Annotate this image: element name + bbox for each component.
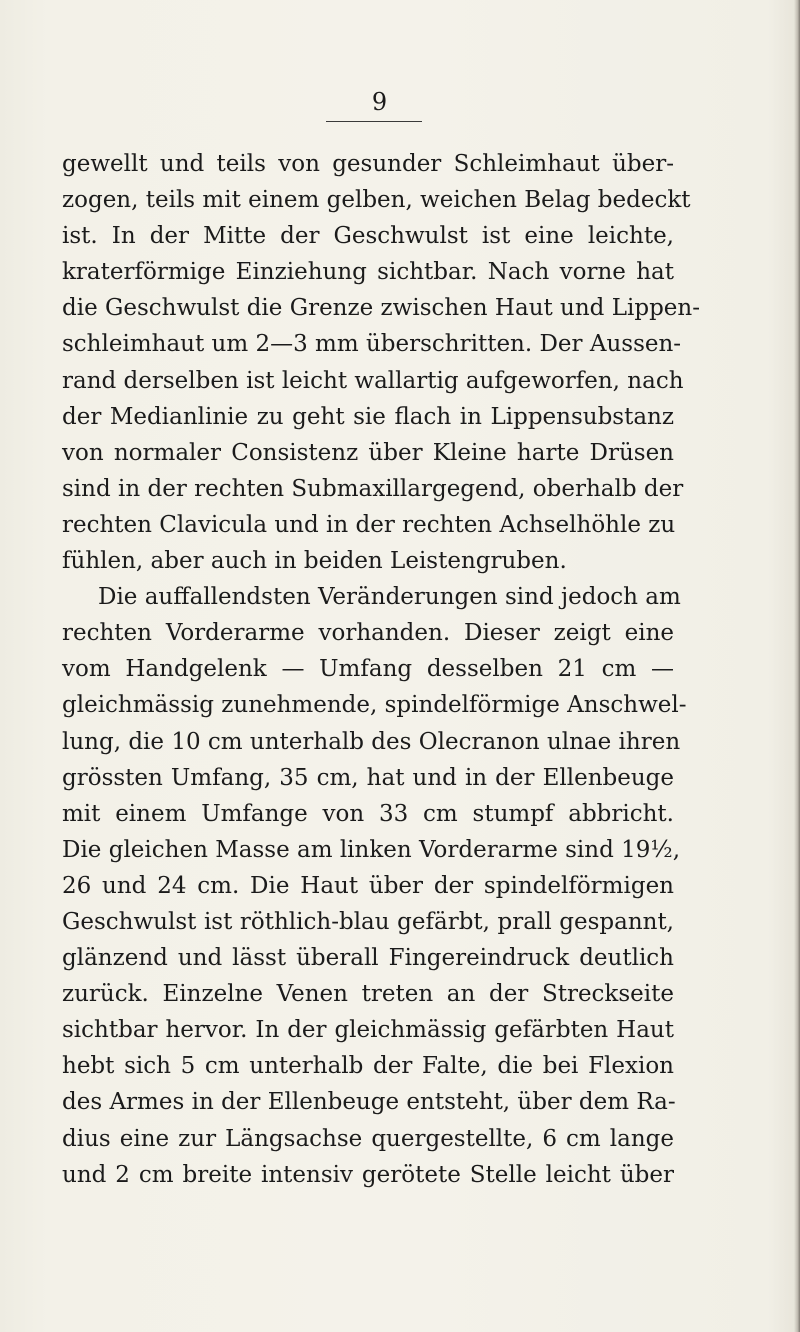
text-line: mit einem Umfange von 33 cm stumpf abbricht.: [62, 800, 674, 827]
text-line: rechten Vorderarme vorhanden. Dieser zeigt eine: [62, 620, 674, 647]
text-line: hebt sich 5 cm unterhalb der Falte, die bei Flexion: [62, 1053, 674, 1080]
text-line: lung, die 10 cm unterhalb des Olecranon ulnae ihren: [62, 728, 681, 755]
text-line: rand derselben ist leicht wallartig aufgeworfen, nach: [62, 367, 684, 394]
text-line: kraterförmige Einziehung sichtbar. Nach vorne hat: [62, 259, 674, 286]
text-line: Die gleichen Masse am linken Vorderarme sind 19½,: [62, 836, 681, 863]
text-line: glänzend und lässt überall Fingereindruck deutlich: [62, 945, 674, 972]
text-line: vom Handgelenk — Umfang desselben 21 cm —: [62, 656, 674, 683]
text-line: gewellt und teils von gesunder Schleimhaut über-: [62, 151, 674, 177]
text-line: 26 und 24 cm. Die Haut über der spindelförmigen: [62, 872, 674, 899]
text-line: zurück. Einzelne Venen treten an der Streckseite: [62, 981, 674, 1008]
page-number-rule: [326, 121, 422, 122]
text-line: grössten Umfang, 35 cm, hat und in der Ellenbeuge: [62, 764, 674, 791]
text-line: fühlen, aber auch in beiden Leistengruben.: [62, 548, 567, 575]
text-line: Die auffallendsten Veränderungen sind jedoch am: [98, 584, 681, 611]
text-line: gleichmässig zunehmende, spindelförmige Anschwel-: [62, 692, 687, 719]
text-line: und 2 cm breite intensiv gerötete Stelle leicht über: [62, 1161, 674, 1188]
text-line: die Geschwulst die Grenze zwischen Haut und Lippen-: [62, 295, 700, 322]
text-line: von normaler Consistenz über Kleine harte Drüsen: [62, 439, 674, 466]
text-line: dius eine zur Längsachse quergestellte, 6 cm lange: [62, 1125, 674, 1152]
text-line: schleimhaut um 2—3 mm überschritten. Der Aussen-: [62, 331, 682, 358]
text-line: Geschwulst ist röthlich-blau gefärbt, prall gespannt,: [62, 908, 674, 935]
text-line: der Medianlinie zu geht sie flach in Lippensubstanz: [62, 403, 674, 430]
text-line: rechten Clavicula und in der rechten Achselhöhle zu: [62, 511, 676, 538]
page-edge-shadow: [794, 0, 800, 1332]
page-number: 9: [371, 88, 389, 116]
text-line: sind in der rechten Submaxillargegend, oberhalb der: [62, 475, 684, 502]
text-line: sichtbar hervor. In der gleichmässig gefärbten Haut: [62, 1017, 674, 1044]
text-line: des Armes in der Ellenbeuge entsteht, über dem Ra-: [62, 1089, 676, 1116]
text-line: ist. In der Mitte der Geschwulst ist eine leichte,: [62, 223, 674, 250]
text-line: zogen, teils mit einem gelben, weichen Belag bedeckt: [62, 187, 691, 214]
body-text: [62, 146, 700, 1193]
